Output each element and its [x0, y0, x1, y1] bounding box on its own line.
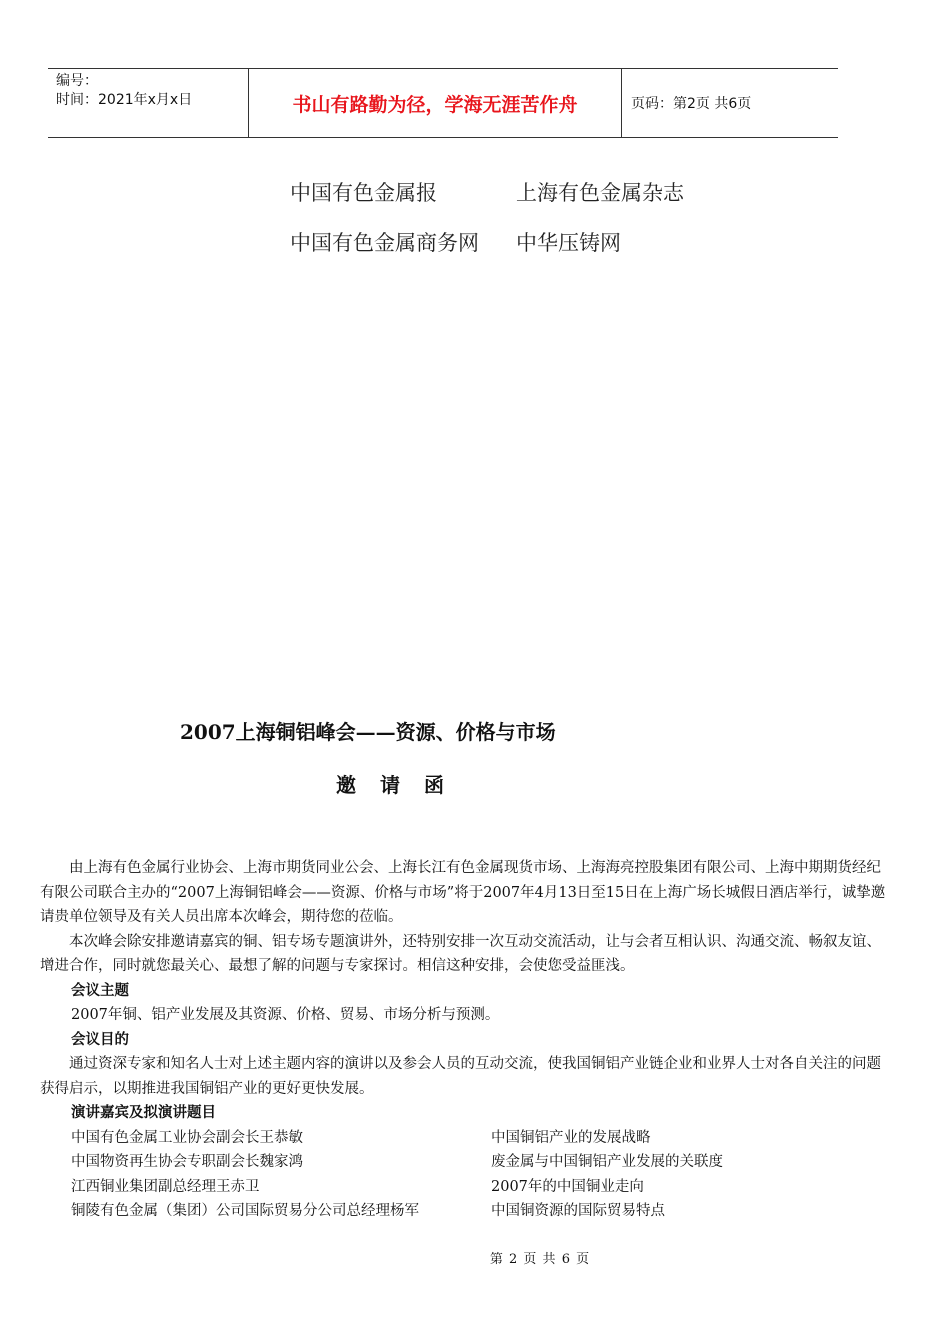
number-label: 编号：	[56, 73, 98, 89]
sponsor-item: 中华压铸网	[516, 231, 621, 255]
speaker-topic: 中国铜铝产业的发展战略	[491, 1129, 651, 1146]
section-heading: 演讲嘉宾及拟演讲题目	[71, 1105, 216, 1121]
document-title: 2007上海铜铝峰会——资源、价格与市场	[180, 720, 556, 744]
section-heading: 会议主题	[71, 982, 129, 999]
list-item	[71, 1199, 886, 1224]
sponsor-row	[290, 168, 684, 218]
page-header	[48, 68, 838, 138]
speaker-topic: 2007年的中国铜业走向	[491, 1178, 644, 1195]
section-heading: 会议目的	[71, 1031, 129, 1048]
speaker-name: 中国物资再生协会专职副会长魏家鸿	[71, 1154, 303, 1170]
sponsor-item: 中国有色金属报	[290, 181, 437, 205]
speaker-list	[40, 1126, 886, 1224]
document-body	[40, 856, 886, 1224]
speaker-topic: 废金属与中国铜铝产业发展的关联度	[491, 1154, 723, 1170]
speaker-topic: 中国铜资源的国际贸易特点	[491, 1203, 665, 1219]
speaker-name: 铜陵有色金属（集团）公司国际贸易分公司总经理杨军	[71, 1203, 419, 1219]
intro-paragraph: 由上海有色金属行业协会、上海市期货同业公会、上海长江有色金属现货市场、上海海亮控股集团有限公司、上海中期期货经纪有限公司联合主办的“2007上海铜铝峰会——资源、价格与市场”将于2007年4月13日至15日在上海广场长城假日酒店举行，诚挚邀请贵单位领导及有关人员出席本次峰会，期待您的莅临。	[40, 860, 886, 925]
section-body: 通过资深专家和知名人士对上述主题内容的演讲以及参会人员的互动交流，使我国铜铝产业链企业和业界人士对各自关注的问题获得启示，以期推进我国铜铝产业的更好更快发展。	[40, 1056, 881, 1097]
sponsor-item: 中国有色金属商务网	[290, 231, 479, 255]
header-motto: 书山有路勤为径，学海无涯苦作舟	[249, 69, 622, 137]
sponsor-item: 上海有色金属杂志	[516, 181, 684, 205]
page-footer: 第 2 页 共 6 页	[489, 1252, 591, 1267]
list-item	[71, 1150, 886, 1175]
section-body: 2007年铜、铝产业发展及其资源、价格、贸易、市场分析与预测。	[71, 1007, 500, 1023]
sponsor-list	[290, 168, 684, 268]
list-item	[71, 1126, 886, 1151]
speaker-name: 中国有色金属工业协会副会长王恭敏	[71, 1129, 303, 1146]
time-label: 时间：2021年x月x日	[56, 92, 193, 108]
header-meta	[48, 69, 249, 137]
header-page-code: 页码：第2页 共6页	[631, 96, 752, 112]
intro-paragraph: 本次峰会除安排邀请嘉宾的铜、铝专场专题演讲外，还特别安排一次互动交流活动，让与会者互相认识、沟通交流、畅叙友谊、增进合作，同时就您最关心、最想了解的问题与专家探讨。相信这种安排，会使您受益匪浅。	[40, 933, 881, 974]
speaker-name: 江西铜业集团副总经理王赤卫	[71, 1178, 260, 1195]
document-subtitle: 邀请函	[336, 773, 468, 797]
sponsor-row	[290, 218, 684, 268]
list-item	[71, 1175, 886, 1200]
